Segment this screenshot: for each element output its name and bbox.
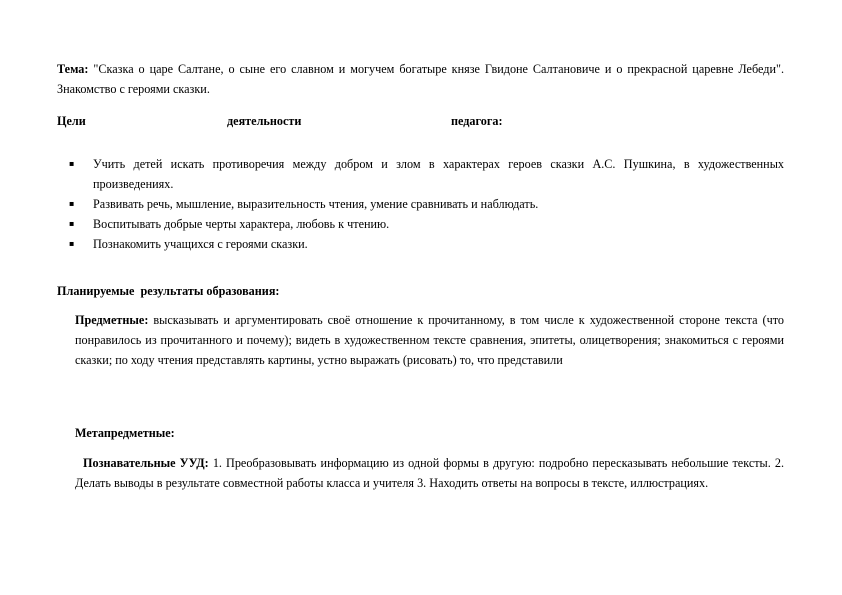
bullet-icon: ▪ [69,199,75,208]
goals-heading-word-1: Цели [57,114,86,128]
goals-list-item [69,234,784,254]
results-heading: Планируемые результаты образования: [57,284,280,298]
goal-text: Учить детей искать противоречия между добром и злом в характерах героев сказки А.С. Пушкина, в художественных произведениях. [93,157,784,191]
topic-text: "Сказка о царе Салтане, о сыне его славном и могучем богатыре князе Гвидоне Салтановиче и о прекрасной царевне Лебеди". Знакомство с героями сказки. [57,62,784,96]
subject-results [75,310,784,370]
bullet-icon: ▪ [69,219,75,228]
subject-label: Предметные: [75,313,149,327]
bullet-icon: ▪ [69,239,75,248]
cognitive-results [75,453,784,493]
lesson-topic [57,59,784,99]
topic-label: Тема: [57,62,89,76]
bullet-icon: ▪ [69,159,75,168]
goals-list-item [69,154,784,194]
goal-text: Познакомить учащихся с героями сказки. [93,237,308,251]
meta-results-heading: Метапредметные: [75,426,175,440]
subject-text: высказывать и аргументировать своё отношение к прочитанному, в том числе к художественной стороне текста (что понравилось из прочитанного и почему); видеть в художественном тексте сравнения, эпитеты, олицетворения; знакомиться с героями сказки; по ходу чтения представлять картины, устно выражать (рисовать) то, что представили [75,313,784,367]
goals-list-item [69,194,784,214]
goal-text: Воспитывать добрые черты характера, любовь к чтению. [93,217,390,231]
cognitive-label: Познавательные УУД: [83,456,209,470]
goals-heading-word-3: педагога: [451,114,503,128]
goals-heading-word-2: деятельности [227,114,302,128]
cognitive-text: 1. Преобразовывать информацию из одной формы в другую: подробно пересказывать небольшие тексты. 2. Делать выводы в результате совместной работы класса и учителя 3. Находить ответы на вопросы в тексте, иллюстрациях. [75,456,784,490]
goal-text: Развивать речь, мышление, выразительность чтения, умение сравнивать и наблюдать. [93,197,539,211]
goals-list-item [69,214,784,234]
goals-list [69,154,784,254]
